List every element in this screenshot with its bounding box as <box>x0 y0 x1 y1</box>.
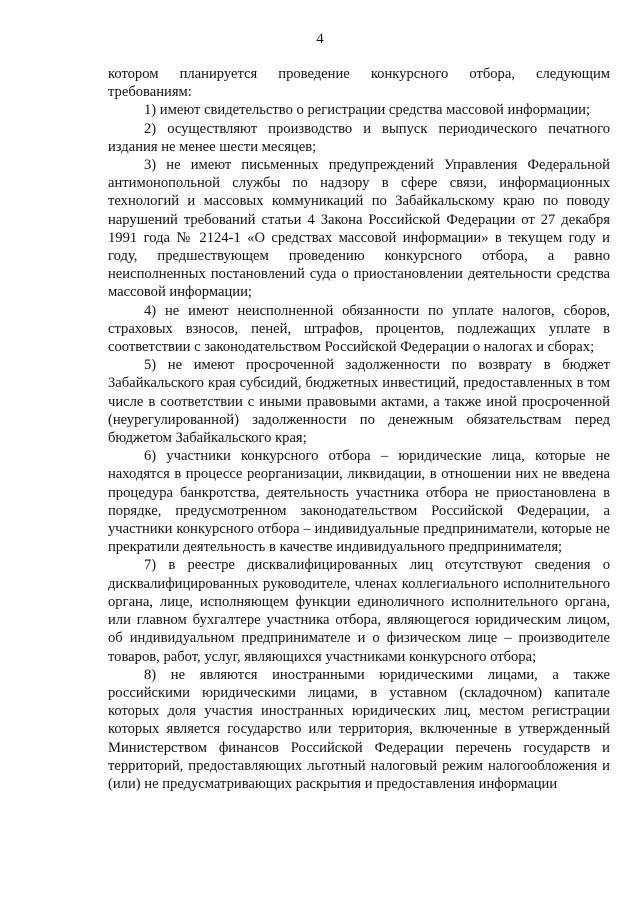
requirement-item-1: 1) имеют свидетельство о регистрации средства массовой информации; <box>144 102 591 119</box>
requirement-item-7: 7) в реестре дисквалифицированных лиц отсутствуют сведения о дисквалифицированных руководителе, членах коллегиального исполнительного органа, лице, исполняющем функции единоличного исполнительного органа, или главном бухгалтере участника отбора, являющегося юридическим лицом, об индивидуальном предпринимателе и о физическом лице – производителе товаров, работ, услуг, являющихся участниками конкурсного отбора; <box>108 557 610 665</box>
requirement-item-8: 8) не являются иностранными юридическими лицами, а также российскими юридическими лицами, в уставном (складочном) капитале которых доля участия иностранных юридических лиц, местом регистрации которых является государство или территория, включенные в утвержденный Министерством финансов Российской Федерации перечень государств и территорий, предоставляющих льготный налоговый режим налогообложения и (или) не предусматривающих раскрытия и предоставления информации <box>108 666 610 792</box>
requirement-item-4: 4) не имеют неисполненной обязанности по уплате налогов, сборов, страховых взносов, пеней, штрафов, процентов, подлежащих уплате в соответствии с законодательством Российской Федерации о налогах и сборах; <box>108 302 610 356</box>
requirement-item-3: 3) не имеют письменных предупреждений Управления Федеральной антимонопольной службы по надзору в сфере связи, информационных технологий и массовых коммуникаций по Забайкальскому краю по поводу нарушений требований статьи 4 Закона Российской Федерации от 27 декабря 1991 года № 2124-1 «О средствах массовой информации» в текущем году и году, предшествующем проведению конкурсного отбора, а равно неисполненных постановлений суда о приостановлении деятельности средства массовой информации; <box>108 157 610 301</box>
requirement-item-2: 2) осуществляют производство и выпуск периодического печатного издания не менее шести месяцев; <box>108 120 610 155</box>
page-number: 4 <box>316 31 324 47</box>
document-body <box>108 65 610 793</box>
paragraph-continuation: котором планируется проведение конкурсного отбора, следующим требованиям: <box>108 66 610 101</box>
requirement-item-6: 6) участники конкурсного отбора – юридические лица, которые не находятся в процессе реорганизации, ликвидации, в отношении них не введена процедура банкротства, деятельность участника отбора не приостановлена в порядке, предусмотренном законодательством Российской Федерации, а участники конкурсного отбора – индивидуальные предприниматели, которые не прекратили деятельность в качестве индивидуального предпринимателя; <box>108 448 610 556</box>
requirement-item-5: 5) не имеют просроченной задолженности по возврату в бюджет Забайкальского края субсидий, бюджетных инвестиций, предоставленных в том числе в соответствии с иными правовыми актами, а также иной просроченной (неурегулированной) задолженности по денежным обязательствам перед бюджетом Забайкальского края; <box>108 357 610 447</box>
